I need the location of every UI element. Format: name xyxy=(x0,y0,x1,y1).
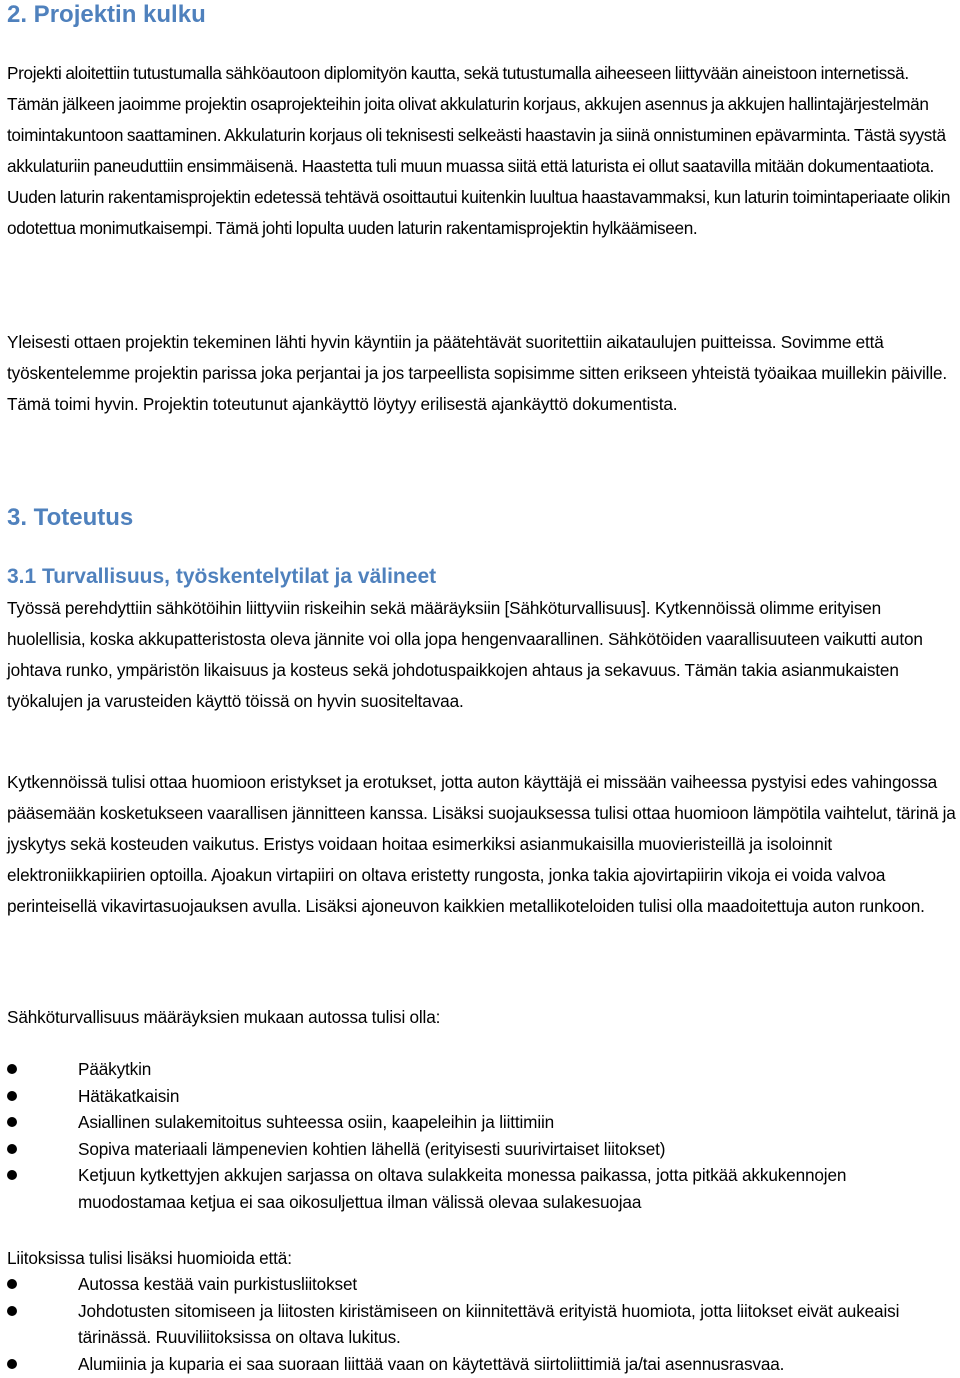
list-1-intro: Sähköturvallisuus määräyksien mukaan autossa tulisi olla: xyxy=(7,1007,441,1027)
list-item: Sopiva materiaali lämpenevien kohtien lähellä (erityisesti suurivirtaiset liitokset) xyxy=(0,1136,960,1163)
list-item: Autossa kestää vain purkistusliitokset xyxy=(0,1271,960,1298)
bullet-icon xyxy=(7,1306,17,1316)
bullet-icon xyxy=(7,1144,17,1154)
section-3-1-paragraph-2: Kytkennöissä tulisi ottaa huomioon eristykset ja erotukset, jotta auton käyttäjä ei missään vaiheessa pystyisi edes vahingossa pääsemään kosketukseen vaarallisen jännitteen kanssa. Lisäksi suojauksessa tulisi ottaa huomioon lämpötila vaihtelut, tärinä ja jyskytys sekä kosteuden vaikutus. Eristys voidaan hoitaa esimerkiksi asianmukaisilla muovieristeillä ja isoloinnit elektroniikkapiirien optoilla. Ajoakun virtapiiri on oltava eristetty rungosta, jonka takia ajovirtapiirin vikoja ei voida valvoa perinteisellä vikavirtasuojauksen avulla. Lisäksi ajoneuvon kaikkien metallikoteloiden tulisi olla maadoitettuja auton runkoon. xyxy=(7,772,956,916)
list-2-intro: Liitoksissa tulisi lisäksi huomioida että: xyxy=(7,1248,292,1268)
section-3-heading: 3. Toteutus xyxy=(7,504,134,531)
list-item: Ketjuun kytkettyjen akkujen sarjassa on oltava sulakkeita monessa paikassa, jotta pitkää akkukennojen muodostamaa ketjua ei saa oikosuljettua ilman välissä olevaa sulakesuojaa xyxy=(0,1162,960,1215)
bullet-icon xyxy=(7,1279,17,1289)
bullet-icon xyxy=(7,1170,17,1180)
safety-requirements-list xyxy=(0,1056,960,1215)
connection-requirements-list xyxy=(0,1271,960,1377)
bullet-icon xyxy=(7,1359,17,1369)
list-item: Johdotusten sitomiseen ja liitosten kiristämiseen on kiinnitettävä erityistä huomiota, jotta liitokset eivät aukeaisi tärinässä. Ruuviliitoksissa on oltava lukitus. xyxy=(0,1298,960,1351)
list-item: Hätäkatkaisin xyxy=(0,1083,960,1110)
section-2-paragraph-2: Yleisesti ottaen projektin tekeminen lähti hyvin käyntiin ja päätehtävät suoritettiin aikataulujen puitteissa. Sovimme että työskentelemme projektin parissa joka perjantai ja jos tarpeellista sopisimme sitten erikseen yhteistä työaikaa muillekin päiville. Tämä toimi hyvin. Projektin toteutunut ajankäyttö löytyy erilisestä ajankäyttö dokumentista. xyxy=(7,332,948,414)
bullet-icon xyxy=(7,1117,17,1127)
list-item: Alumiinia ja kuparia ei saa suoraan liittää vaan on käytettävä siirtoliittimiä ja/tai asennusrasvaa. xyxy=(0,1351,960,1378)
section-3-1-paragraph-1: Työssä perehdyttiin sähkötöihin liittyviin riskeihin sekä määräyksiin [Sähköturvallisuus]. Kytkennöissä olimme erityisen huolellisia, koska akkupatteristosta oleva jännite voi olla jopa hengenvaarallinen. Sähkötöiden vaarallisuuteen vaikutti auton johtava runko, ympäristön likaisuus ja kosteus sekä johdotuspaikkojen ahtaus ja sekavuus. Tämän takia asianmukaisten työkalujen ja varusteiden käyttö töissä on hyvin suositeltavaa. xyxy=(7,598,923,711)
section-2-heading: 2. Projektin kulku xyxy=(7,1,206,28)
section-3-1-subheading: 3.1 Turvallisuus, työskentelytilat ja välineet xyxy=(7,565,437,588)
bullet-icon xyxy=(7,1064,17,1074)
bullet-icon xyxy=(7,1091,17,1101)
section-2-paragraph-1: Projekti aloitettiin tutustumalla sähköautoon diplomityön kautta, sekä tutustumalla aiheeseen liittyvään aineistoon internetissä. Tämän jälkeen jaoimme projektin osaprojekteihin joita olivat akkulaturin korjaus, akkujen asennus ja akkujen hallintajärjestelmän toimintakuntoon saattaminen. Akkulaturin korjaus oli teknisesti selkeästi haastavin ja siinä onnistuminen epävarminta. Tästä syystä akkulaturiin paneuduttiin ensimmäisenä. Haastetta tuli muun muassa siitä että laturista ei ollut saatavilla mitään dokumentaatiota. Uuden laturin rakentamisprojektin edetessä tehtävä osoittautui kuitenkin luultua haastavammaksi, kun laturin toimintaperiaate olikin odotettua monimutkaisempi. Tämä johti lopulta uuden laturin rakentamisprojektin hylkäämiseen. xyxy=(7,63,951,238)
list-item: Pääkytkin xyxy=(0,1056,960,1083)
list-item: Asiallinen sulakemitoitus suhteessa osiin, kaapeleihin ja liittimiin xyxy=(0,1109,960,1136)
